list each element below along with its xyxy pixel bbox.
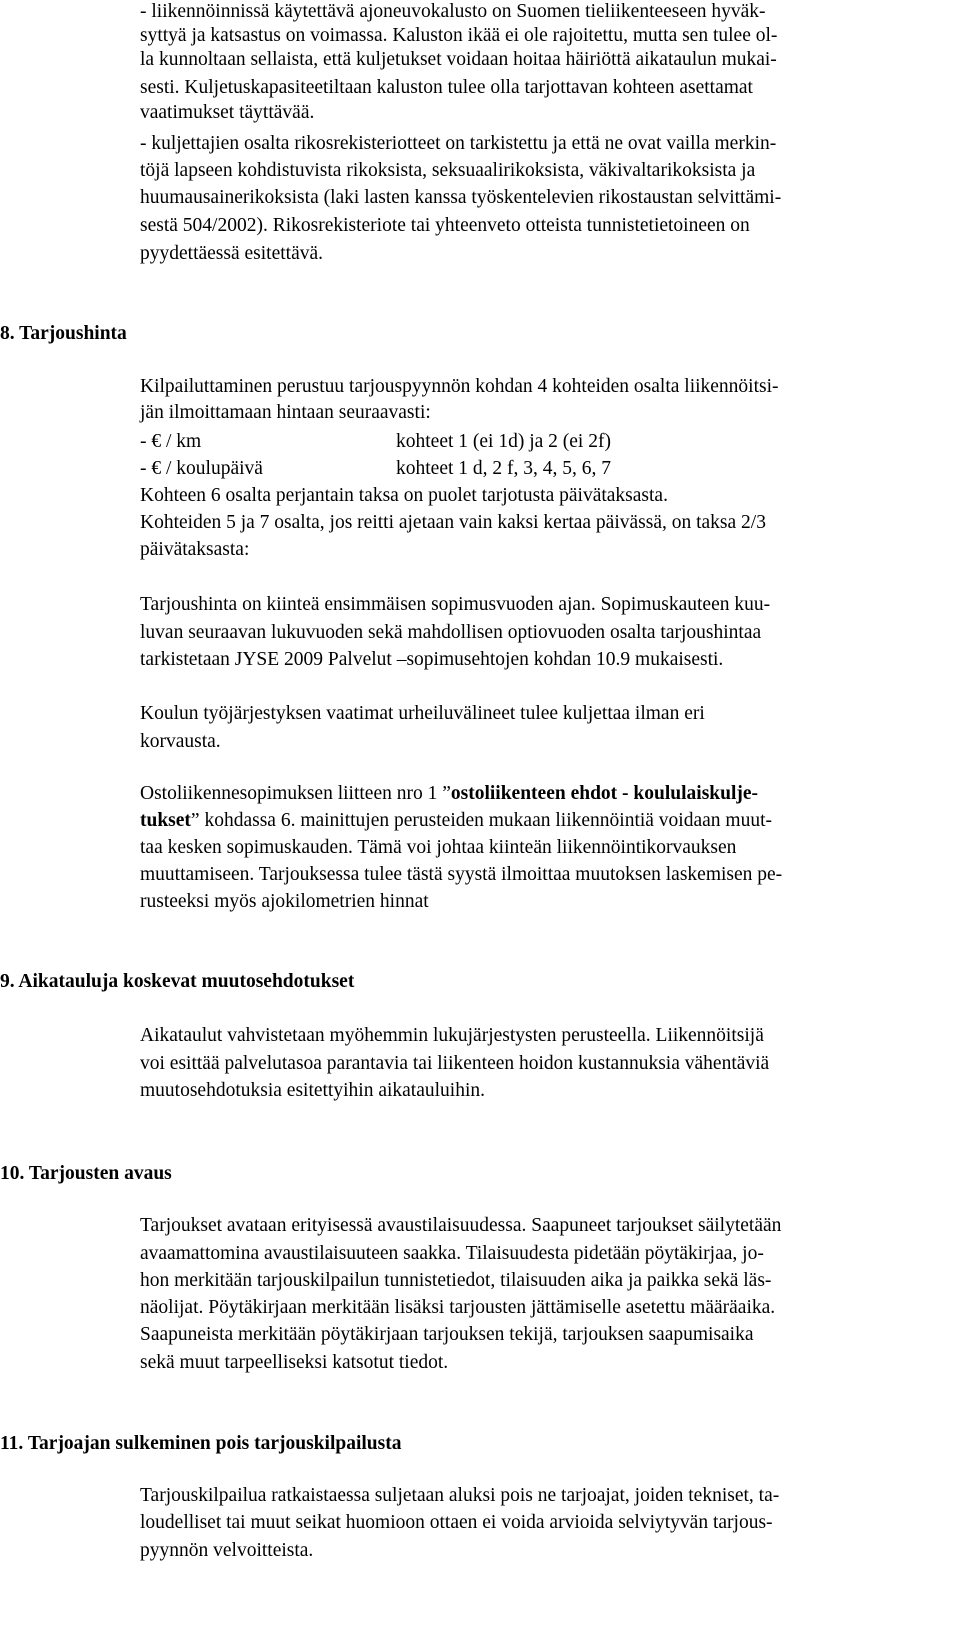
body-line: avaamattomina avaustilaisuuteen saakka. Tilaisuudesta pidetään pöytäkirjaa, jo- xyxy=(140,1243,764,1264)
body-line: sestä 504/2002). Rikosrekisteriote tai yhteenveto otteista tunnistetietoineen on xyxy=(140,215,750,236)
body-line: syttyä ja katsastus on voimassa. Kaluston ikää ei ole rajoitettu, mutta sen tulee ol- xyxy=(140,25,778,46)
contract-text: Ostoliikennesopimuksen liitteen nro 1 ” xyxy=(140,783,451,804)
body-line: rusteeksi myös ajokilometrien hinnat xyxy=(140,891,429,912)
contract-title-bold: ostoliikenteen ehdot - koululaiskulje- xyxy=(450,783,759,804)
section-heading: 9. Aikatauluja koskevat muutosehdotukset xyxy=(0,971,355,992)
body-line: Saapuneista merkitään pöytäkirjaan tarjouksen tekijä, tarjouksen saapumisaika xyxy=(140,1324,754,1345)
body-line: vaatimukset täyttävää. xyxy=(140,102,315,123)
body-line: sesti. Kuljetuskapasiteetiltaan kaluston tulee olla tarjottavan kohteen asettamat xyxy=(140,77,753,98)
body-line: tarkistetaan JYSE 2009 Palvelut –sopimusehtojen kohdan 10.9 mukaisesti. xyxy=(140,649,724,670)
body-line: luvan seuraavan lukuvuoden sekä mahdollisen optiovuoden osalta tarjoushintaa xyxy=(140,622,762,643)
body-line: Kilpailuttaminen perustuu tarjouspyynnön kohdan 4 kohteiden osalta liikennöitsi- xyxy=(140,376,779,397)
contract-title-bold: tukset xyxy=(140,810,191,831)
section-heading: 11. Tarjoajan sulkeminen pois tarjouskilpailusta xyxy=(0,1433,402,1454)
price-unit: - € / koulupäivä xyxy=(140,458,263,479)
body-line: hon merkitään tarjouskilpailun tunnistetiedot, tilaisuuden aika ja paikka sekä läs- xyxy=(140,1270,772,1291)
body-line: loudelliset tai muut seikat huomioon ottaen ei voida arvioida selviytyvän tarjous- xyxy=(140,1512,773,1533)
price-targets: kohteet 1 (ei 1d) ja 2 (ei 2f) xyxy=(396,431,611,452)
body-line: muuttamiseen. Tarjouksessa tulee tästä syystä ilmoittaa muutoksen laskemisen pe- xyxy=(140,864,783,885)
contract-text: ” kohdassa 6. mainittujen perusteiden mukaan liikennöintiä voidaan muut- xyxy=(190,810,772,831)
price-row xyxy=(140,430,930,454)
body-line: - kuljettajien osalta rikosrekisteriotteet on tarkistettu ja että ne ovat vailla merkin- xyxy=(140,133,777,154)
body-line: Kohteiden 5 ja 7 osalta, jos reitti ajetaan vain kaksi kertaa päivässä, on taksa 2/3 xyxy=(140,512,766,533)
price-targets: kohteet 1 d, 2 f, 3, 4, 5, 6, 7 xyxy=(396,458,612,479)
body-line: - liikennöinnissä käytettävä ajoneuvokalusto on Suomen tieliikenteeseen hyväk- xyxy=(140,1,766,22)
price-unit: - € / km xyxy=(140,431,202,452)
section-heading: 8. Tarjoushinta xyxy=(0,323,127,344)
body-line: la kunnoltaan sellaista, että kuljetukset voidaan hoitaa häiriöttä aikataulun mukai- xyxy=(140,49,777,70)
body-line: jän ilmoittamaan hintaan seuraavasti: xyxy=(140,402,431,423)
body-line: päivätaksasta: xyxy=(140,539,250,560)
body-line: näolijat. Pöytäkirjaan merkitään lisäksi tarjousten jättämiselle asetettu määräaika. xyxy=(140,1297,776,1318)
body-line: voi esittää palvelutasoa parantavia tai liikenteen hoidon kustannuksia vähentäviä xyxy=(140,1053,770,1074)
body-line: Koulun työjärjestyksen vaatimat urheiluvälineet tulee kuljettaa ilman eri xyxy=(140,703,705,724)
body-line: Tarjoukset avataan erityisessä avaustilaisuudessa. Saapuneet tarjoukset säilytetään xyxy=(140,1215,782,1236)
body-line: sekä muut tarpeelliseksi katsotut tiedot. xyxy=(140,1352,449,1373)
body-line: Kohteen 6 osalta perjantain taksa on puolet tarjotusta päivätaksasta. xyxy=(140,485,668,506)
body-line: muutosehdotuksia esitettyihin aikatauluihin. xyxy=(140,1080,485,1101)
contract-line xyxy=(140,782,758,806)
price-row xyxy=(140,457,930,481)
body-line: Tarjouskilpailua ratkaistaessa suljetaan aluksi pois ne tarjoajat, joiden tekniset, ta- xyxy=(140,1485,780,1506)
body-line: korvausta. xyxy=(140,731,221,752)
body-line: Aikataulut vahvistetaan myöhemmin lukujärjestysten perusteella. Liikennöitsijä xyxy=(140,1025,764,1046)
section-heading: 10. Tarjousten avaus xyxy=(0,1163,172,1184)
body-line: taa kesken sopimuskauden. Tämä voi johtaa kiinteän liikennöintikorvauksen xyxy=(140,837,737,858)
body-line: huumausainerikoksista (laki lasten kanssa työskentelevien rikostaustan selvittämi- xyxy=(140,187,782,208)
body-line: töjä lapseen kohdistuvista rikoksista, seksuaalirikoksista, väkivaltarikoksista ja xyxy=(140,160,756,181)
contract-line xyxy=(140,809,772,833)
body-line: pyynnön velvoitteista. xyxy=(140,1540,314,1561)
body-line: pyydettäessä esitettävä. xyxy=(140,243,324,264)
body-line: Tarjoushinta on kiinteä ensimmäisen sopimusvuoden ajan. Sopimuskauteen kuu- xyxy=(140,594,771,615)
